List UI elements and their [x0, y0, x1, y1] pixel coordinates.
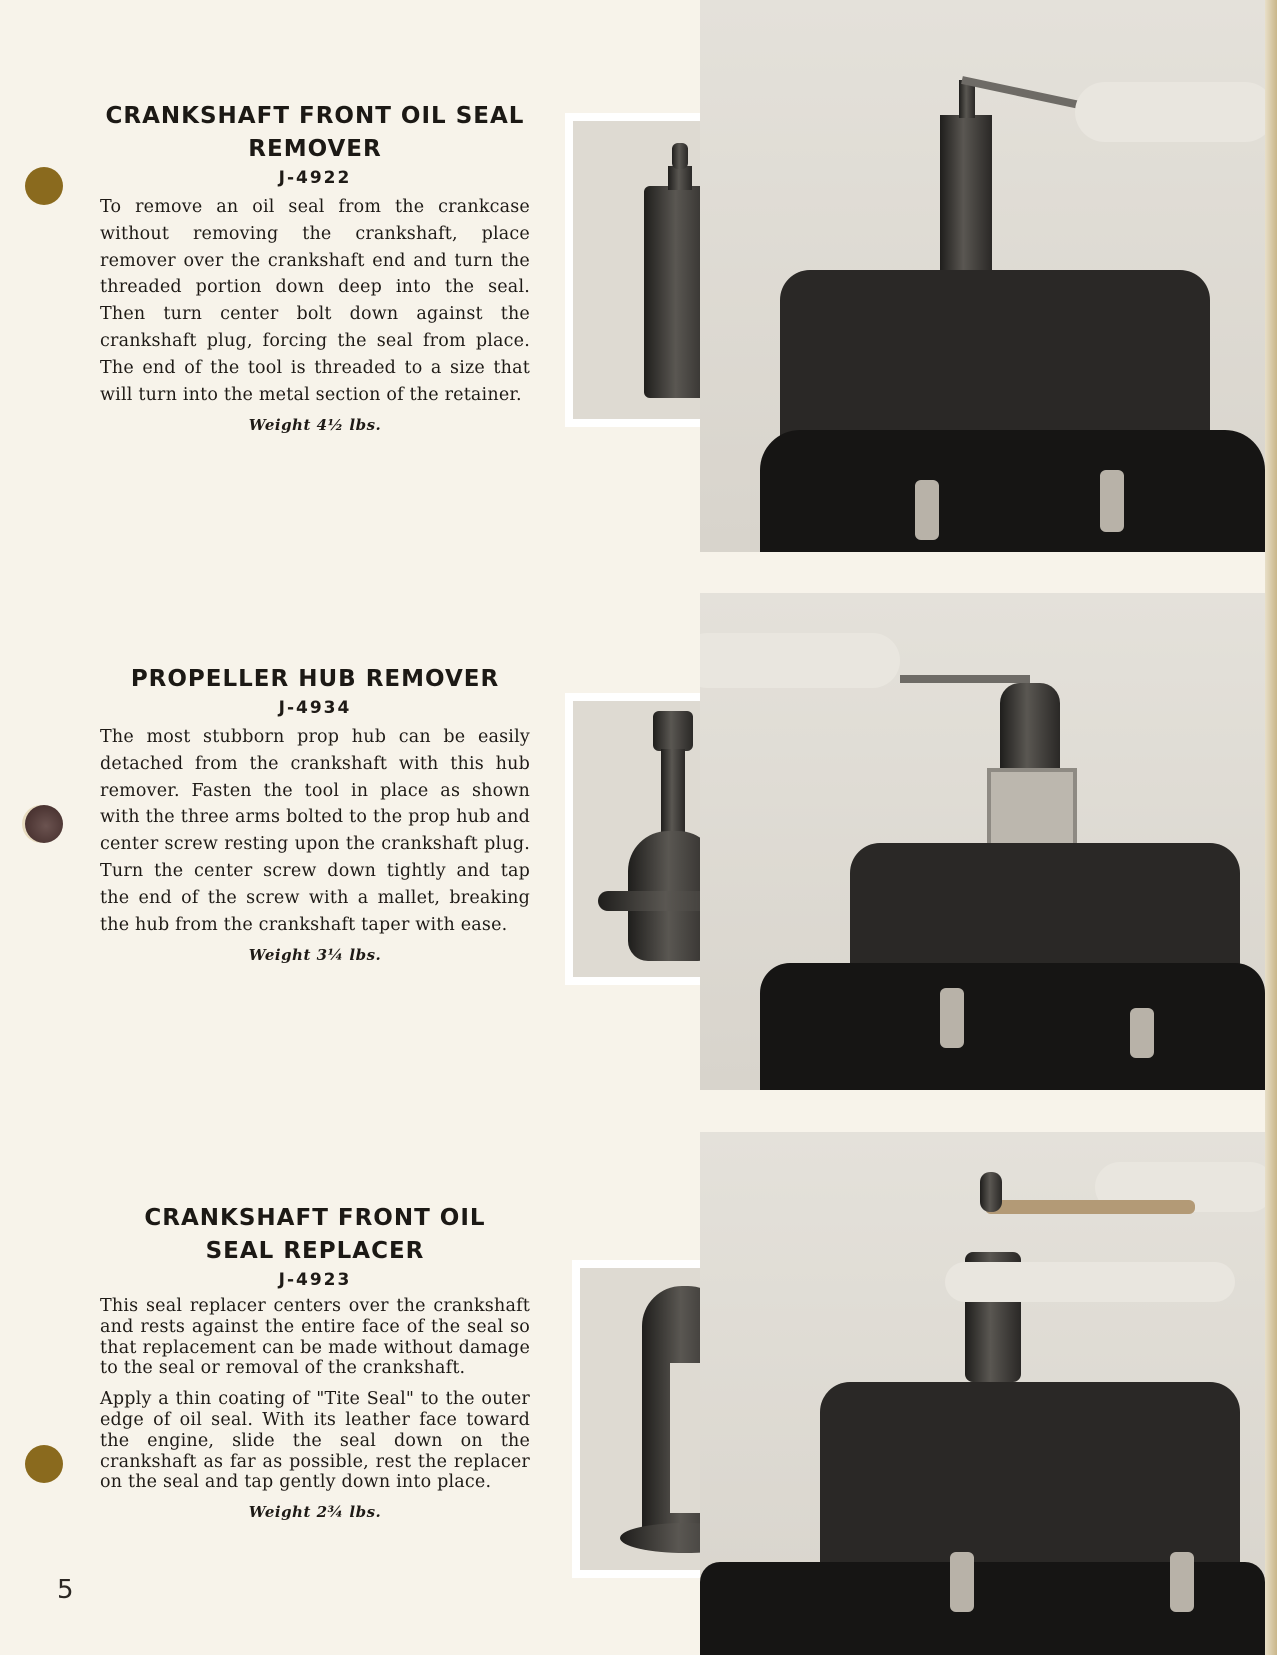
hub-remover-arms — [987, 768, 1077, 848]
title-line-1: CRANKSHAFT FRONT OIL SEAL — [105, 103, 525, 129]
screw-shaft — [661, 749, 685, 839]
engine-lower — [760, 430, 1265, 552]
description-1: This seal replacer centers over the crankshaft and rests against the entire face of the seal so that replacement can be made without damage to the seal or removal of the crankshaft. — [100, 1296, 530, 1379]
hand-bottom — [945, 1262, 1235, 1302]
section-seal-replacer — [100, 1202, 530, 1521]
hammer-head — [980, 1172, 1002, 1212]
part-number: J-4923 — [278, 1270, 352, 1290]
engine-lower — [760, 963, 1265, 1090]
section-title — [100, 1202, 530, 1268]
weight-label: Weight 3¼ lbs. — [248, 946, 382, 965]
section-title — [100, 100, 530, 166]
hammer-handle — [985, 1200, 1195, 1214]
tool-bolt-head — [672, 143, 688, 169]
title-line-1: PROPELLER HUB REMOVER — [130, 666, 500, 692]
usage-photo-seal-remover — [700, 0, 1265, 552]
page-number: 5 — [57, 1575, 74, 1605]
weight-label: Weight 4½ lbs. — [248, 416, 382, 435]
description: To remove an oil seal from the crankcase without removing the crankshaft, place remover over the crankshaft end and turn the threaded portion down deep into the seal. Then turn center bolt down against the crankshaft plug, forcing the seal from place. The end of the tool is threaded to a size that will turn into the metal section of the retainer. — [100, 197, 530, 405]
description-2: Apply a thin coating of "Tite Seal" to the outer edge of oil seal. With its leather face toward the engine, slide the seal down on the crankshaft as far as possible, rest the replacer on the seal and tap gently down into place. — [100, 1389, 530, 1493]
hose-band — [1100, 470, 1124, 532]
wrench — [961, 76, 1080, 109]
usage-photo-seal-replacer — [700, 1132, 1265, 1655]
section-seal-remover — [100, 100, 530, 434]
tool-bolt — [668, 166, 692, 190]
hose-band — [1170, 1552, 1194, 1612]
hand — [1075, 82, 1265, 142]
part-number: J-4922 — [278, 168, 352, 188]
weight-label: Weight 2¾ lbs. — [248, 1503, 382, 1522]
usage-photo-hub-remover — [700, 593, 1265, 1090]
part-number: J-4934 — [278, 698, 352, 718]
hose-band — [950, 1552, 974, 1612]
section-hub-remover — [100, 663, 530, 964]
replacer-slot — [670, 1363, 700, 1513]
punch-hole-top — [25, 167, 63, 205]
punch-hole-middle — [25, 805, 63, 843]
hose-band — [915, 480, 939, 540]
title-line-1: CRANKSHAFT FRONT OIL — [144, 1205, 486, 1231]
punch-hole-bottom — [25, 1445, 63, 1483]
remover-on-engine — [940, 115, 992, 283]
ratchet-wrench — [900, 675, 1030, 683]
section-title — [100, 663, 530, 696]
screw-head — [653, 711, 693, 751]
hand — [700, 633, 900, 688]
title-line-2: REMOVER — [248, 136, 382, 162]
page-edge — [1265, 0, 1277, 1655]
hose-band — [940, 988, 964, 1048]
hose-band — [1130, 1008, 1154, 1058]
hub-remover-top — [1000, 683, 1060, 773]
title-line-2: SEAL REPLACER — [205, 1238, 425, 1264]
description: The most stubborn prop hub can be easily detached from the crankshaft with this hub remover. Fasten the tool in place as shown with the three arms bolted to the prop hub and center screw resting upon the crankshaft plug. Turn the center screw down tightly and tap the end of the screw with a mallet, breaking the hub from the crankshaft taper with ease. — [100, 727, 530, 935]
